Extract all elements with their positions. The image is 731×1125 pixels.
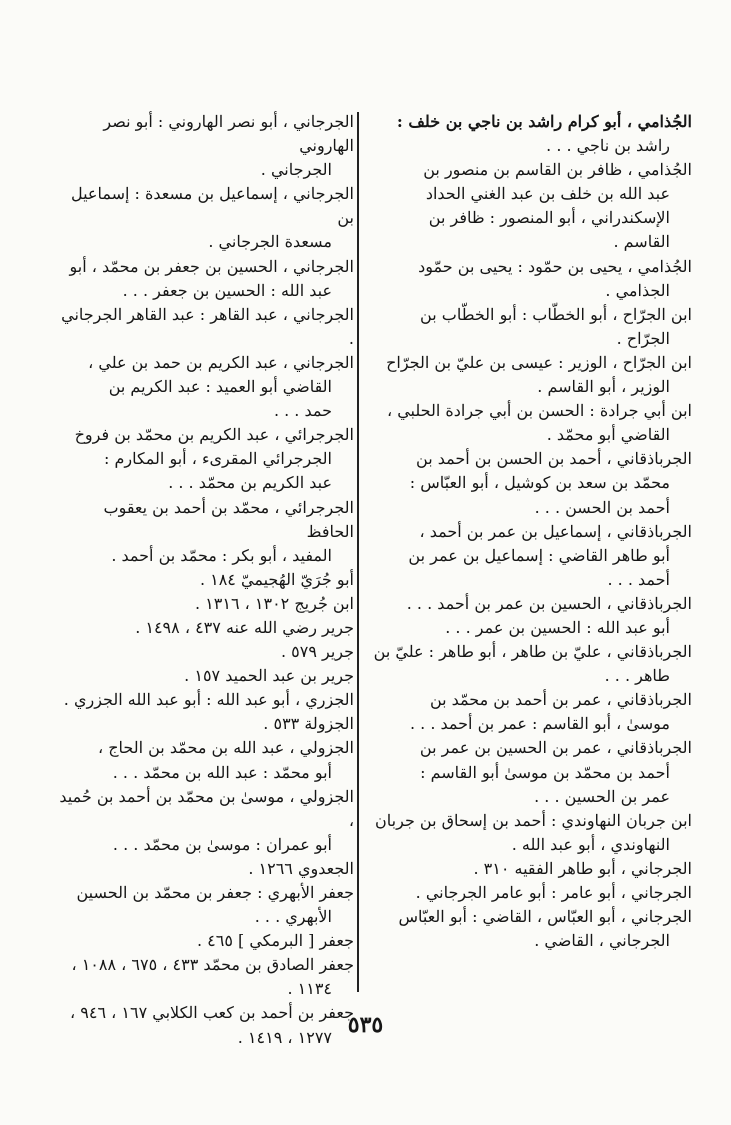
index-entry-continuation: عبد الله : الحسين بن جعفر . . .	[122, 280, 332, 300]
index-entry	[58, 953, 354, 1001]
index-entry-continuation: الإسكندراني ، أبو المنصور : ظافر بن	[428, 208, 670, 228]
index-entry-heading: الجزولة ٥٣٣ .	[263, 714, 354, 734]
index-entry	[370, 881, 692, 905]
index-entry-continuation: الأبهري . . .	[254, 907, 332, 927]
index-entry	[58, 929, 354, 953]
index-entry	[58, 640, 354, 664]
index-entry-heading: الجرباذقاني ، إسماعيل بن عمر بن أحمد ،	[419, 521, 692, 541]
index-entry	[58, 881, 354, 929]
index-entry	[370, 905, 692, 953]
index-entry-continuation: القاضي أبو العميد : عبد الكريم بن	[108, 377, 332, 397]
index-entry-continuation: الجرجرائي المقرىء ، أبو المكارم :	[103, 449, 332, 469]
index-entry-continuation: الوزير ، أبو القاسم .	[537, 377, 670, 397]
index-entry-heading: جرير رضي الله عنه ٤٣٧ ، ١٤٩٨ .	[135, 617, 354, 637]
index-entry-heading: الجزولي ، موسىٰ بن محمّد بن أحمد بن حُميد ،	[59, 786, 354, 830]
index-entry	[370, 592, 692, 640]
index-entry-heading: جرير ٥٧٩ .	[280, 642, 354, 662]
index-entry	[370, 688, 692, 736]
index-entry-continuation: أحمد بن محمّد بن موسىٰ أبو القاسم :	[420, 762, 670, 782]
index-entry	[370, 736, 692, 808]
index-entry-heading: ابن الجرّاح ، الوزير : عيسى بن عليّ بن الجرّاح	[386, 352, 692, 372]
index-entry-continuation: ١١٣٤ .	[287, 979, 332, 999]
index-entry	[58, 736, 354, 784]
index-entry-heading: الجرباذقاني ، عمر بن أحمد بن محمّد بن	[429, 690, 692, 710]
index-entry-heading: الجرجرائي ، عبد الكريم بن محمّد بن فروخ	[74, 425, 354, 445]
index-entry-heading: جعفر الصادق بن محمّد ٤٣٣ ، ٦٧٥ ، ١٠٨٨ ،	[71, 955, 354, 975]
index-entry-heading: الجرجاني ، الحسين بن جعفر بن محمّد ، أبو	[69, 256, 354, 276]
index-entry-heading: الجرجاني ، أبو العبّاس ، القاضي : أبو العبّاس	[398, 907, 692, 927]
index-entry	[370, 399, 692, 447]
column-divider	[357, 112, 359, 992]
index-entry-continuation: المفيد ، أبو بكر : محمّد بن أحمد .	[111, 545, 332, 565]
index-entry-continuation: عبد الله بن خلف بن عبد الغني الحداد	[425, 184, 670, 204]
index-entry	[370, 351, 692, 399]
index-entry	[58, 423, 354, 495]
index-entry-continuation: طاهر . . .	[604, 666, 670, 686]
index-entry-heading: الجرجاني ، إسماعيل بن مسعدة : إسماعيل بن	[70, 184, 354, 228]
index-entry-heading: الجرجاني ، عبد الكريم بن حمد بن علي ،	[88, 352, 354, 372]
index-entry	[58, 182, 354, 254]
index-entry	[58, 255, 354, 303]
index-entry-heading: ابن جربان النهاوندي : أحمد بن إسحاق بن جربان	[375, 810, 692, 830]
index-entry-continuation: راشد بن ناجي . . .	[546, 136, 670, 156]
left-index-column	[58, 110, 354, 1050]
index-entry-continuation: أبو عمران : موسىٰ بن محمّد . . .	[112, 834, 332, 854]
index-entry-continuation: مسعدة الجرجاني .	[208, 232, 332, 252]
index-entry-heading: ابن جُريج ١٣٠٢ ، ١٣١٦ .	[194, 593, 354, 613]
index-entry	[58, 303, 354, 351]
index-entry-heading: الجرباذقاني ، عمر بن الحسين بن عمر بن	[419, 738, 692, 758]
index-entry	[58, 110, 354, 182]
index-entry	[370, 303, 692, 351]
index-entry	[370, 520, 692, 592]
index-entry	[58, 857, 354, 881]
index-entry-heading: الجرباذقاني ، عليّ بن طاهر ، أبو طاهر : عليّ بن	[373, 642, 692, 662]
index-entry	[370, 158, 692, 254]
page-number: ٥٣٥	[347, 1012, 384, 1038]
index-entry-continuation: الجرجاني .	[260, 160, 332, 180]
index-entry-heading: الجرباذقاني ، الحسين بن عمر بن أحمد . . .	[406, 593, 692, 613]
index-entry-continuation: النهاوندي ، أبو عبد الله .	[511, 834, 670, 854]
index-entry-heading: الجُذامي ، ظافر بن القاسم بن منصور بن	[423, 160, 692, 180]
index-entry	[58, 592, 354, 616]
index-entry-continuation: عمر بن الحسين . . .	[534, 786, 670, 806]
index-entry-heading: الجُذامي ، أبو كرام راشد بن ناجي بن خلف :	[396, 112, 692, 131]
index-entry	[370, 857, 692, 881]
index-entry-continuation: أبو عبد الله : الحسين بن عمر . . .	[445, 617, 670, 637]
index-entry-continuation: القاضي أبو محمّد .	[546, 425, 670, 445]
index-entry-continuation: أحمد . . .	[607, 569, 670, 589]
index-entry-heading: الجزولي ، عبد الله بن محمّد بن الحاج ،	[97, 738, 354, 758]
index-entry-heading: الجعدوي ١٢٦٦ .	[248, 858, 354, 878]
index-entry-continuation: القاسم .	[613, 232, 670, 252]
index-entry-heading: الجرجاني ، أبو عامر : أبو عامر الجرجاني .	[415, 883, 692, 902]
index-entry-continuation: أبو محمّد : عبد الله بن محمّد . . .	[112, 762, 332, 782]
index-entry-continuation: محمّد بن سعد بن كوشيل ، أبو العبّاس :	[409, 473, 670, 493]
index-entry-heading: جرير بن عبد الحميد ١٥٧ .	[184, 666, 354, 686]
index-entry-heading: جعفر بن أحمد بن كعب الكلابي ١٦٧ ، ٩٤٦ ،	[70, 1003, 354, 1023]
index-entry-continuation: أبو طاهر القاضي : إسماعيل بن عمر بن	[408, 545, 670, 565]
index-entry-heading: الجرجرائي ، محمّد بن أحمد بن يعقوب الحافظ	[103, 497, 354, 541]
index-entry-heading: جعفر الأبهري : جعفر بن محمّد بن الحسين	[76, 883, 354, 902]
index-entry	[370, 447, 692, 519]
index-entry-continuation: الجرّاح .	[616, 328, 670, 348]
index-entry-heading: جعفر [ البرمكي ] ٤٦٥ .	[196, 931, 354, 951]
index-entry	[58, 785, 354, 857]
index-entry-continuation: أحمد بن الحسن . . .	[534, 497, 670, 517]
index-entry	[58, 496, 354, 568]
index-entry-heading: الجرجاني ، عبد القاهر : عبد القاهر الجرجاني .	[61, 304, 354, 348]
index-entry-heading: ابن أبي جرادة : الحسن بن أبي جرادة الحلبي ،	[386, 401, 692, 421]
index-entry-continuation: موسىٰ ، أبو القاسم : عمر بن أحمد . . .	[410, 714, 670, 734]
index-entry-continuation: ١٢٧٧ ، ١٤١٩ .	[237, 1027, 332, 1047]
right-index-column	[370, 110, 692, 953]
index-entry	[370, 110, 692, 158]
index-entry-heading: ابن الجرّاح ، أبو الخطّاب : أبو الخطّاب بن	[420, 304, 692, 324]
index-entry	[370, 255, 692, 303]
index-entry-continuation: عبد الكريم بن محمّد . . .	[168, 473, 332, 493]
index-entry	[370, 640, 692, 688]
index-entry-heading: الجرباذقاني ، أحمد بن الحسن بن أحمد بن	[416, 449, 692, 469]
index-entry-continuation: الجذامي .	[605, 280, 670, 300]
index-entry	[58, 568, 354, 592]
index-entry-heading: أبو جُرَيّ الهُجيميّ ١٨٤ .	[199, 569, 354, 589]
index-entry	[58, 688, 354, 712]
index-entry-heading: الجرجاني ، أبو نصر الهاروني : أبو نصر الهاروني	[103, 112, 354, 156]
index-entry-heading: الجُذامي ، يحيى بن حمّود : يحيى بن حمّود	[418, 256, 692, 276]
index-entry-continuation: حمد . . .	[273, 401, 332, 421]
index-entry	[370, 809, 692, 857]
index-entry-heading: الجزري ، أبو عبد الله : أبو عبد الله الجزري .	[63, 690, 354, 710]
index-entry	[58, 616, 354, 640]
index-entry	[58, 712, 354, 736]
index-entry-heading: الجرجاني ، أبو طاهر الفقيه ٣١٠ .	[473, 858, 692, 878]
index-entry	[58, 351, 354, 423]
index-entry-continuation: الجرجاني ، القاضي .	[534, 931, 670, 951]
index-entry	[58, 664, 354, 688]
